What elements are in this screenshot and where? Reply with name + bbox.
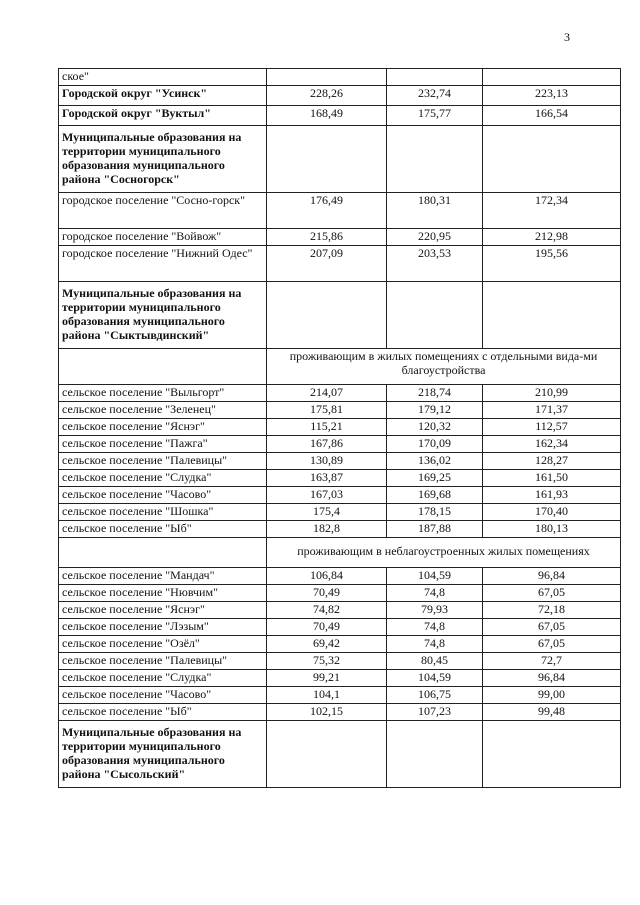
table-row: [59, 687, 621, 704]
table-row: [59, 86, 621, 106]
value-cell-1: 167,86: [267, 436, 387, 453]
value-cell-1: 115,21: [267, 419, 387, 436]
empty-cell: [387, 721, 483, 788]
value-cell-2: 79,93: [387, 602, 483, 619]
value-cell-1: 175,4: [267, 504, 387, 521]
value-cell-3: 96,84: [483, 670, 621, 687]
tariff-table: [58, 68, 621, 788]
value-cell-3: 99,00: [483, 687, 621, 704]
municipality-name: сельское поселение "Ыб": [59, 704, 267, 721]
table-row: [59, 126, 621, 193]
value-cell-1: 182,8: [267, 521, 387, 538]
value-cell-1: 163,87: [267, 470, 387, 487]
municipality-name: сельское поселение "Зеленец": [59, 402, 267, 419]
municipality-name: Городской округ "Усинск": [59, 86, 267, 106]
table-row: [59, 538, 621, 568]
value-cell-1: 207,09: [267, 246, 387, 282]
municipality-name: ское": [59, 69, 267, 86]
value-cell-3: 170,40: [483, 504, 621, 521]
municipality-name: сельское поселение "Лэзым": [59, 619, 267, 636]
table-row: [59, 282, 621, 349]
value-cell-1: 130,89: [267, 453, 387, 470]
table-row: [59, 470, 621, 487]
table-row: [59, 419, 621, 436]
value-cell-2: 170,09: [387, 436, 483, 453]
value-cell-3: 171,37: [483, 402, 621, 419]
table-row: [59, 487, 621, 504]
value-cell-3: 162,34: [483, 436, 621, 453]
municipality-name: сельское поселение "Выльгорт": [59, 385, 267, 402]
section-subheading: проживающим в жилых помещениях с отдельными вида-ми благоустройства: [267, 349, 621, 385]
table-row: [59, 385, 621, 402]
value-cell-3: 67,05: [483, 619, 621, 636]
value-cell-3: 166,54: [483, 106, 621, 126]
page-number: 3: [564, 30, 570, 44]
value-cell-2: 175,77: [387, 106, 483, 126]
table-row: [59, 653, 621, 670]
empty-cell: [483, 126, 621, 193]
table-row: [59, 636, 621, 653]
table-row: [59, 521, 621, 538]
table-row: [59, 619, 621, 636]
value-cell-3: 172,34: [483, 193, 621, 229]
value-cell-2: 169,25: [387, 470, 483, 487]
empty-cell: [387, 126, 483, 193]
value-cell-2: 232,74: [387, 86, 483, 106]
empty-cell: [59, 349, 267, 385]
empty-cell: [267, 282, 387, 349]
table-row: [59, 670, 621, 687]
value-cell-3: 67,05: [483, 585, 621, 602]
value-cell-2: 218,74: [387, 385, 483, 402]
value-cell-1: 215,86: [267, 229, 387, 246]
value-cell-2: 80,45: [387, 653, 483, 670]
municipality-name: городское поселение "Сосно-горск": [59, 193, 267, 229]
empty-cell: [267, 721, 387, 788]
value-cell-1: 69,42: [267, 636, 387, 653]
municipality-name: городское поселение "Нижний Одес": [59, 246, 267, 282]
section-subheading: проживающим в неблагоустроенных жилых помещениях: [267, 538, 621, 568]
table-row: [59, 602, 621, 619]
value-cell-3: [483, 69, 621, 86]
value-cell-2: 136,02: [387, 453, 483, 470]
table-row: [59, 704, 621, 721]
table-row: [59, 349, 621, 385]
table-row: [59, 106, 621, 126]
value-cell-3: 72,18: [483, 602, 621, 619]
empty-cell: [59, 538, 267, 568]
value-cell-3: 72,7: [483, 653, 621, 670]
municipality-name: сельское поселение "Палевицы": [59, 653, 267, 670]
value-cell-3: 67,05: [483, 636, 621, 653]
section-heading: Муниципальные образования на территории муниципального образования муниципального района "Сыктывдинский": [59, 282, 267, 349]
value-cell-2: 220,95: [387, 229, 483, 246]
table-row: [59, 69, 621, 86]
value-cell-2: 203,53: [387, 246, 483, 282]
empty-cell: [483, 282, 621, 349]
value-cell-1: 175,81: [267, 402, 387, 419]
value-cell-3: 96,84: [483, 568, 621, 585]
municipality-name: сельское поселение "Шошка": [59, 504, 267, 521]
table-row: [59, 229, 621, 246]
table-row: [59, 721, 621, 788]
value-cell-1: 102,15: [267, 704, 387, 721]
municipality-name: сельское поселение "Яснэг": [59, 602, 267, 619]
value-cell-2: 178,15: [387, 504, 483, 521]
value-cell-2: 74,8: [387, 619, 483, 636]
value-cell-2: [387, 69, 483, 86]
table-row: [59, 436, 621, 453]
value-cell-1: 168,49: [267, 106, 387, 126]
value-cell-3: 212,98: [483, 229, 621, 246]
value-cell-2: 187,88: [387, 521, 483, 538]
value-cell-2: 106,75: [387, 687, 483, 704]
value-cell-1: 70,49: [267, 585, 387, 602]
municipality-name: сельское поселение "Озёл": [59, 636, 267, 653]
table-row: [59, 504, 621, 521]
value-cell-3: 223,13: [483, 86, 621, 106]
value-cell-1: 74,82: [267, 602, 387, 619]
empty-cell: [387, 282, 483, 349]
municipality-name: сельское поселение "Ыб": [59, 521, 267, 538]
empty-cell: [483, 721, 621, 788]
value-cell-2: 107,23: [387, 704, 483, 721]
table-row: [59, 568, 621, 585]
value-cell-1: 99,21: [267, 670, 387, 687]
value-cell-1: 75,32: [267, 653, 387, 670]
municipality-name: сельское поселение "Пажга": [59, 436, 267, 453]
municipality-name: сельское поселение "Часово": [59, 487, 267, 504]
value-cell-2: 74,8: [387, 636, 483, 653]
value-cell-1: 167,03: [267, 487, 387, 504]
municipality-name: сельское поселение "Слудка": [59, 470, 267, 487]
value-cell-1: 176,49: [267, 193, 387, 229]
section-heading: Муниципальные образования на территории муниципального образования муниципального района "Сосногорск": [59, 126, 267, 193]
municipality-name: сельское поселение "Палевицы": [59, 453, 267, 470]
value-cell-2: 120,32: [387, 419, 483, 436]
table-row: [59, 246, 621, 282]
municipality-name: сельское поселение "Слудка": [59, 670, 267, 687]
empty-cell: [267, 126, 387, 193]
value-cell-1: 106,84: [267, 568, 387, 585]
municipality-name: сельское поселение "Часово": [59, 687, 267, 704]
value-cell-2: 104,59: [387, 670, 483, 687]
table-row: [59, 402, 621, 419]
table-row: [59, 453, 621, 470]
municipality-name: сельское поселение "Яснэг": [59, 419, 267, 436]
municipality-name: сельское поселение "Мандач": [59, 568, 267, 585]
value-cell-2: 74,8: [387, 585, 483, 602]
municipality-name: городское поселение "Войвож": [59, 229, 267, 246]
value-cell-1: [267, 69, 387, 86]
value-cell-3: 195,56: [483, 246, 621, 282]
value-cell-2: 180,31: [387, 193, 483, 229]
section-heading: Муниципальные образования на территории муниципального образования муниципального района "Сысольский": [59, 721, 267, 788]
value-cell-3: 161,50: [483, 470, 621, 487]
value-cell-3: 161,93: [483, 487, 621, 504]
value-cell-2: 104,59: [387, 568, 483, 585]
value-cell-3: 210,99: [483, 385, 621, 402]
municipality-name: сельское поселение "Нювчим": [59, 585, 267, 602]
value-cell-3: 99,48: [483, 704, 621, 721]
value-cell-1: 104,1: [267, 687, 387, 704]
municipality-name: Городской округ "Вуктыл": [59, 106, 267, 126]
value-cell-3: 128,27: [483, 453, 621, 470]
tariff-table-body: [59, 69, 621, 788]
table-row: [59, 193, 621, 229]
value-cell-1: 70,49: [267, 619, 387, 636]
value-cell-2: 179,12: [387, 402, 483, 419]
value-cell-1: 214,07: [267, 385, 387, 402]
value-cell-1: 228,26: [267, 86, 387, 106]
value-cell-2: 169,68: [387, 487, 483, 504]
value-cell-3: 180,13: [483, 521, 621, 538]
value-cell-3: 112,57: [483, 419, 621, 436]
table-row: [59, 585, 621, 602]
